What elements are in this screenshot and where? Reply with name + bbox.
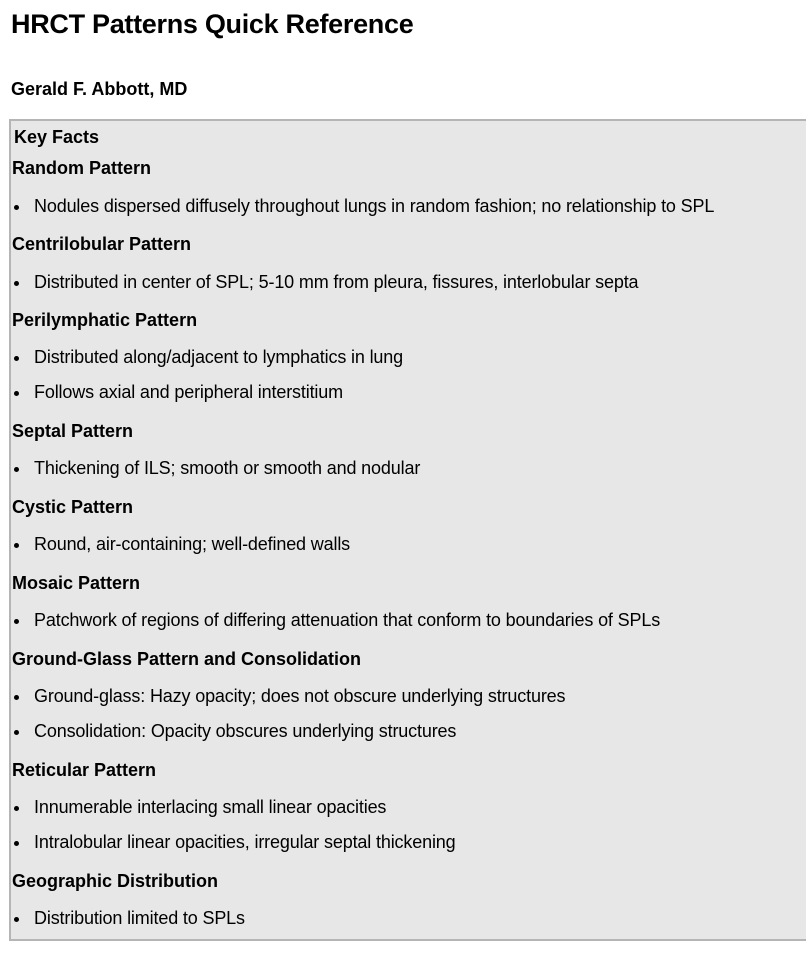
key-facts-heading: Key Facts bbox=[14, 127, 100, 147]
key-facts-box bbox=[9, 119, 806, 941]
bullet-icon bbox=[14, 619, 19, 624]
section-heading: Septal Pattern bbox=[12, 421, 134, 441]
bullet-icon bbox=[14, 695, 19, 700]
section-heading: Reticular Pattern bbox=[12, 760, 157, 780]
list-item-text: Distributed along/adjacent to lymphatics in lung bbox=[34, 347, 404, 367]
section-heading: Mosaic Pattern bbox=[12, 573, 141, 593]
section-heading: Random Pattern bbox=[12, 158, 152, 178]
bullet-icon bbox=[14, 543, 19, 548]
list-item-text: Thickening of ILS; smooth or smooth and nodular bbox=[34, 458, 421, 478]
bullet-icon bbox=[14, 917, 19, 922]
bullet-icon bbox=[14, 730, 19, 735]
list-item-text: Nodules dispersed diffusely throughout lungs in random fashion; no relationship to SPL bbox=[34, 196, 715, 216]
list-item-text: Distributed in center of SPL; 5-10 mm from pleura, fissures, interlobular septa bbox=[34, 272, 639, 292]
bullet-icon bbox=[14, 356, 19, 361]
bullet-icon bbox=[14, 467, 19, 472]
list-item-text: Ground-glass: Hazy opacity; does not obscure underlying structures bbox=[34, 686, 566, 706]
section-heading: Geographic Distribution bbox=[12, 871, 219, 891]
list-item-text: Intralobular linear opacities, irregular septal thickening bbox=[34, 832, 456, 852]
page-title: HRCT Patterns Quick Reference bbox=[11, 9, 414, 39]
bullet-icon bbox=[14, 841, 19, 846]
bullet-icon bbox=[14, 205, 19, 210]
section-heading: Cystic Pattern bbox=[12, 497, 134, 517]
list-item-text: Innumerable interlacing small linear opacities bbox=[34, 797, 387, 817]
bullet-icon bbox=[14, 806, 19, 811]
list-item-text: Patchwork of regions of differing attenuation that conform to boundaries of SPLs bbox=[34, 610, 661, 630]
list-item-text: Follows axial and peripheral interstitium bbox=[34, 382, 343, 402]
list-item-text: Round, air-containing; well-defined walls bbox=[34, 534, 351, 554]
section-heading: Ground-Glass Pattern and Consolidation bbox=[12, 649, 362, 669]
section-heading: Centrilobular Pattern bbox=[12, 234, 192, 254]
bullet-icon bbox=[14, 391, 19, 396]
author-name: Gerald F. Abbott, MD bbox=[11, 79, 188, 99]
list-item-text: Distribution limited to SPLs bbox=[34, 908, 245, 928]
bullet-icon bbox=[14, 281, 19, 286]
section-heading: Perilymphatic Pattern bbox=[12, 310, 198, 330]
list-item-text: Consolidation: Opacity obscures underlying structures bbox=[34, 721, 457, 741]
